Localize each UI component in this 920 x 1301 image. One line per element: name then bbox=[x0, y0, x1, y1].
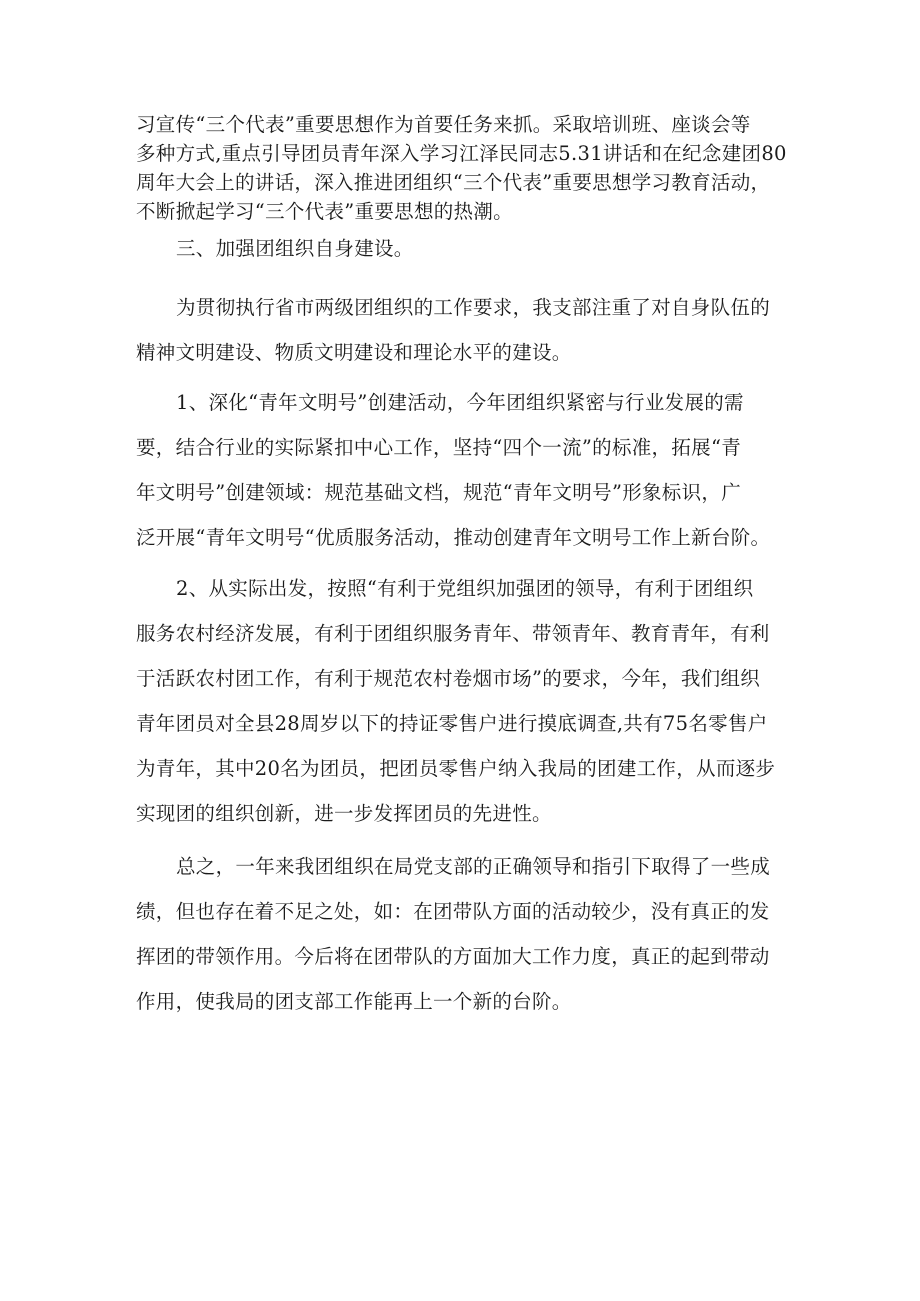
text-line: 绩，但也存在着不足之处，如：在团带队方面的活动较少，没有真正的发 bbox=[136, 900, 770, 923]
text-line: 习宣传“三个代表”重要思想作为首要任务来抓。采取培训班、座谈会等 bbox=[136, 113, 751, 136]
text-line: 2、从实际出发，按照“有利于党组织加强团的领导，有利于团组织 bbox=[176, 577, 754, 600]
text-line: 年文明号”创建领域：规范基础文档，规范“青年文明号”形象标识，广 bbox=[136, 481, 742, 504]
text-line: 精神文明建设、物质文明建设和理论水平的建设。 bbox=[136, 341, 572, 364]
section-heading-text: 三、加强团组织自身建设。 bbox=[176, 237, 414, 260]
intro-paragraph bbox=[136, 110, 796, 226]
text-line: 为贯彻执行省市两级团组织的工作要求，我支部注重了对自身队伍的 bbox=[176, 296, 771, 319]
item2-paragraph bbox=[136, 566, 796, 836]
text-line: 于活跃农村团工作，有利于规范农村卷烟市场”的要求，今年，我们组织 bbox=[136, 667, 761, 690]
text-line: 要，结合行业的实际紧扣中心工作，坚持“四个一流”的标准，拓展“青 bbox=[136, 436, 742, 459]
text-line: 多种方式,重点引导团员青年深入学习江泽民同志5.31讲话和在纪念建团80 bbox=[136, 142, 787, 165]
text-line: 实现团的组织创新，进一步发挥团员的先进性。 bbox=[136, 802, 552, 825]
text-line: 不断掀起学习“三个代表”重要思想的热潮。 bbox=[136, 200, 513, 223]
text-line: 为青年，其中20名为团员，把团员零售户纳入我局的团建工作，从而逐步 bbox=[136, 757, 776, 780]
text-line: 作用，使我局的团支部工作能再上一个新的台阶。 bbox=[136, 990, 572, 1013]
text-line: 青年团员对全县28周岁以下的持证零售户进行摸底调查,共有75名零售户 bbox=[136, 712, 768, 735]
text-line: 挥团的带领作用。今后将在团带队的方面加大工作力度，真正的起到带动 bbox=[136, 945, 770, 968]
requirements-paragraph bbox=[136, 285, 796, 375]
text-line: 服务农村经济发展，有利于团组织服务青年、带领青年、教育青年，有利 bbox=[136, 622, 770, 645]
summary-paragraph bbox=[136, 844, 796, 1024]
section-heading bbox=[136, 226, 796, 271]
text-line: 总之，一年来我团组织在局党支部的正确领导和指引下取得了一些成 bbox=[176, 855, 771, 878]
text-line: 泛开展“青年文明号“优质服务活动，推动创建青年文明号工作上新台阶。 bbox=[136, 526, 771, 549]
text-line: 1、深化“青年文明号”创建活动，今年团组织紧密与行业发展的需 bbox=[176, 391, 744, 414]
item1-paragraph bbox=[136, 380, 796, 560]
text-line: 周年大会上的讲话，深入推进团组织“三个代表”重要思想学习教育活动， bbox=[136, 171, 771, 194]
